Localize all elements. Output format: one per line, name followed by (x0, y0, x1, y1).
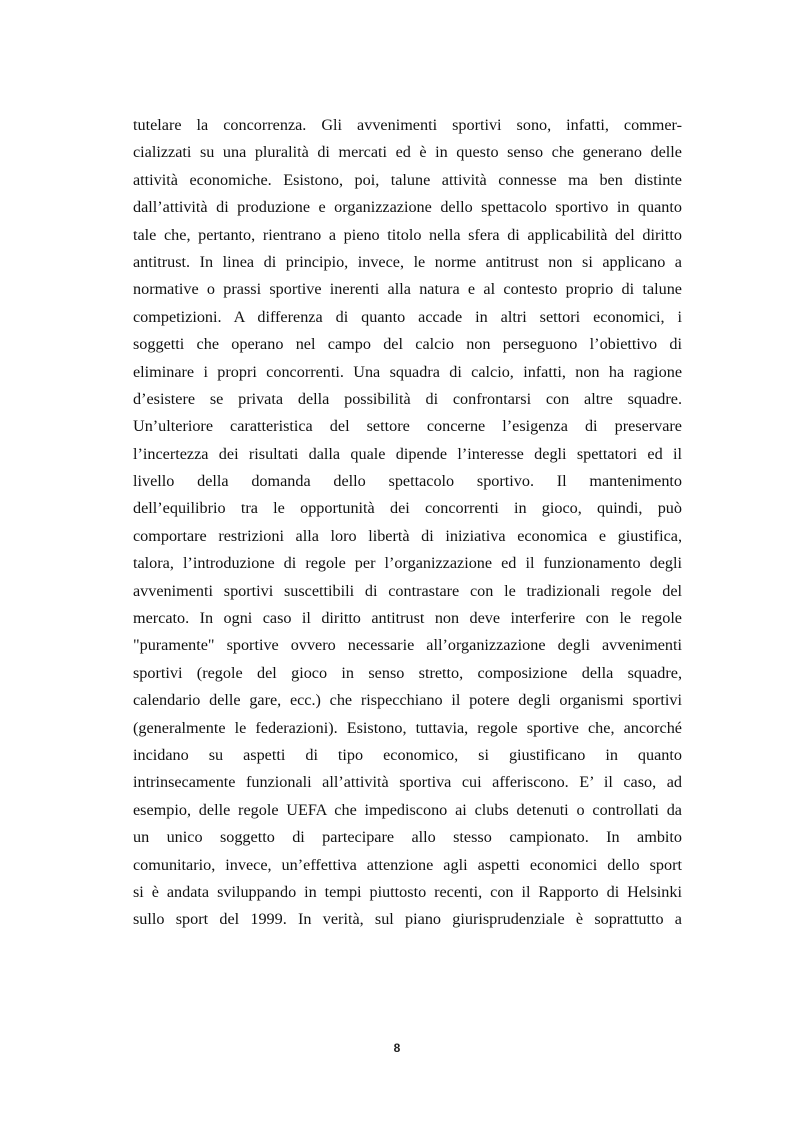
text-line: comportare restrizioni alla loro libertà di iniziativa economica e giustifica, (133, 526, 682, 545)
text-line: "puramente" sportive ovvero necessarie all’organizzazione degli avvenimenti (133, 636, 682, 655)
text-line: d’esistere se privata della possibilità di confrontarsi con altre squadre. (133, 389, 682, 408)
text-line: competizioni. A differenza di quanto accade in altri settori economici, i (133, 307, 682, 326)
text-line: un unico soggetto di partecipare allo stesso campionato. In ambito (133, 828, 682, 847)
text-line: (generalmente le federazioni). Esistono, tuttavia, regole sportive che, ancorché (133, 718, 682, 737)
text-line: avvenimenti sportivi suscettibili di contrastare con le tradizionali regole del (133, 581, 682, 600)
text-line: talora, l’introduzione di regole per l’organizzazione ed il funzionamento degli (133, 554, 682, 573)
text-line: soggetti che operano nel campo del calcio non perseguono l’obiettivo di (133, 335, 682, 354)
text-line: esempio, delle regole UEFA che impediscono ai clubs detenuti o controllati da (133, 800, 682, 819)
text-line: calendario delle gare, ecc.) che rispecchiano il potere degli organismi sportivi (133, 691, 682, 710)
text-line: livello della domanda dello spettacolo sportivo. Il mantenimento (133, 472, 682, 491)
text-line: dall’attività di produzione e organizzazione dello spettacolo sportivo in quanto (133, 198, 682, 217)
text-line: intrinsecamente funzionali all’attività sportiva cui afferiscono. E’ il caso, ad (133, 773, 682, 792)
text-line: sportivi (regole del gioco in senso stretto, composizione della squadre, (133, 663, 682, 682)
text-line: Un’ulteriore caratteristica del settore concerne l’esigenza di preservare (133, 417, 682, 436)
text-line: cializzati su una pluralità di mercati ed è in questo senso che generano delle (133, 143, 682, 162)
text-line: l’incertezza dei risultati dalla quale dipende l’interesse degli spettatori ed il (133, 444, 682, 463)
text-line: eliminare i propri concorrenti. Una squadra di calcio, infatti, non ha ragione (133, 362, 682, 381)
text-line: sullo sport del 1999. In verità, sul piano giurisprudenziale è soprattutto a (133, 910, 682, 929)
text-line: tale che, pertanto, rientrano a pieno titolo nella sfera di applicabilità del diritto (133, 225, 682, 244)
text-line: attività economiche. Esistono, poi, talune attività connesse ma ben distinte (133, 170, 682, 189)
body-paragraph (133, 112, 682, 934)
page-number: 8 (393, 1041, 401, 1055)
text-line: incidano su aspetti di tipo economico, si giustificano in quanto (133, 745, 682, 764)
text-line: comunitario, invece, un’effettiva attenzione agli aspetti economici dello sport (133, 855, 682, 874)
text-line: si è andata sviluppando in tempi piuttosto recenti, con il Rapporto di Helsinki (133, 882, 682, 901)
text-line: mercato. In ogni caso il diritto antitrust non deve interferire con le regole (133, 609, 682, 628)
text-line: antitrust. In linea di principio, invece, le norme antitrust non si applicano a (133, 252, 682, 271)
text-line: tutelare la concorrenza. Gli avvenimenti sportivi sono, infatti, commer- (133, 116, 682, 134)
text-line: dell’equilibrio tra le opportunità dei concorrenti in gioco, quindi, può (133, 499, 682, 518)
text-line: normative o prassi sportive inerenti alla natura e al contesto proprio di talune (133, 280, 682, 299)
